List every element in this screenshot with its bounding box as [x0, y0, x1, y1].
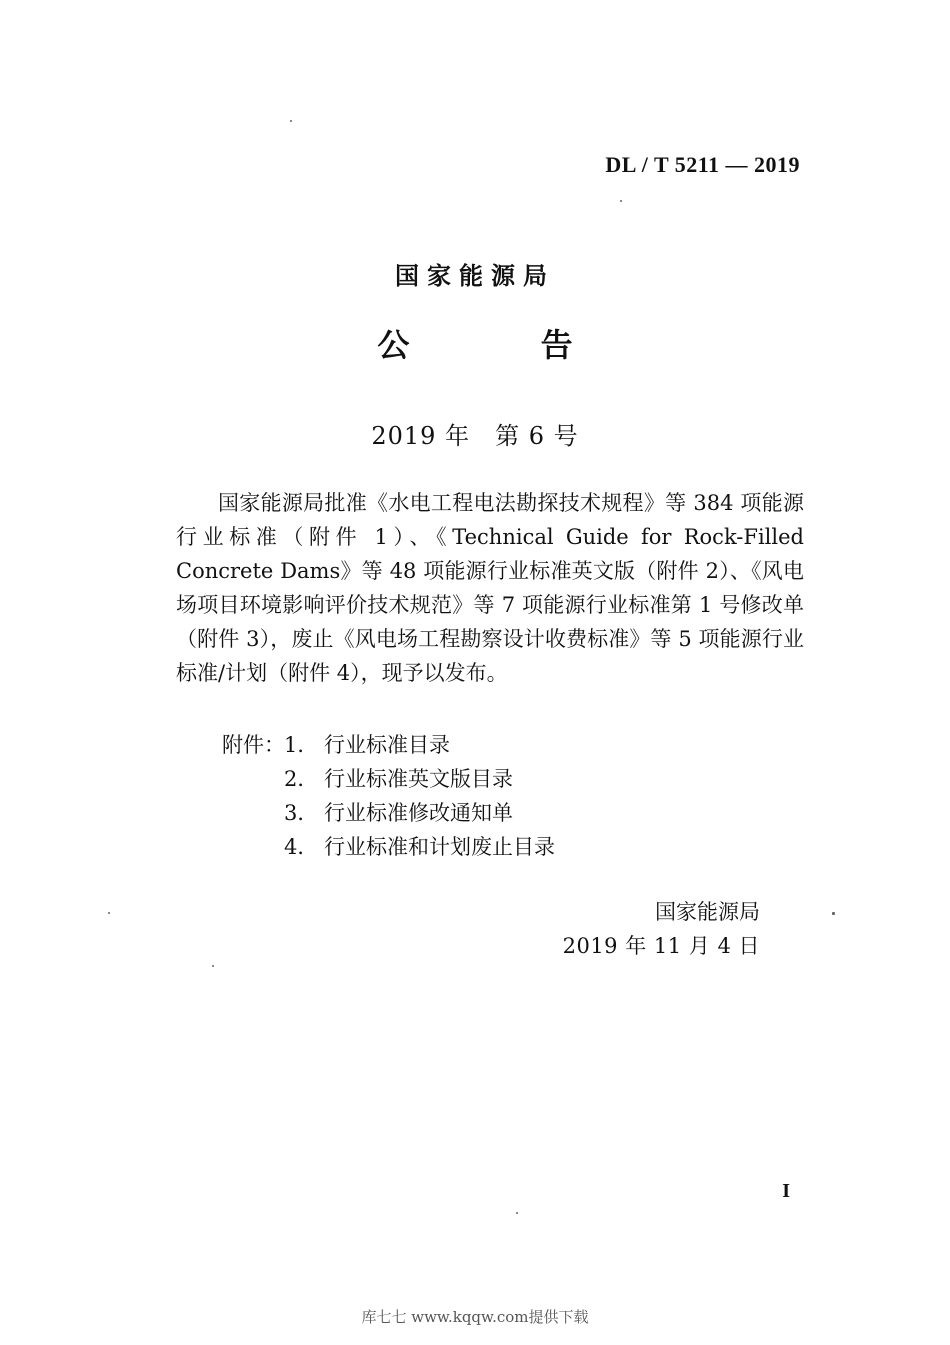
signature-date: 2019 年 11 月 4 日	[562, 934, 760, 958]
scan-speck	[832, 912, 835, 915]
attachment-title: 行业标准修改通知单	[324, 801, 513, 825]
attachment-number: 3．	[284, 801, 319, 825]
issuer-title: 国家能源局	[395, 262, 555, 290]
attachment-title: 行业标准目录	[324, 733, 450, 757]
signer: 国家能源局	[655, 900, 760, 924]
download-watermark: 库七七 www.kqqw.com提供下载	[361, 1308, 589, 1326]
scan-speck	[620, 200, 622, 202]
announcement-body	[176, 486, 804, 690]
attachment-title: 行业标准英文版目录	[324, 767, 513, 791]
scan-speck	[108, 912, 110, 914]
scan-speck	[290, 120, 292, 122]
issue-number: 2019 年 第 6 号	[371, 422, 579, 450]
attachment-title: 行业标准和计划废止目录	[324, 835, 555, 859]
attachment-item	[222, 762, 555, 796]
page-number: I	[782, 1180, 790, 1202]
attachment-number: 1．	[284, 733, 319, 757]
attachment-item	[222, 830, 555, 864]
body-paragraph: 国家能源局批准《水电工程电法勘探技术规程》等 384 项能源行业标准（附件 1）、《Technical Guide for Rock-Filled Concrete Dams》等 48 项能源行业标准英文版（附件 2）、《风电场项目环境影响评价技术规范》等 7 项能源行业标准第 1 号修改单（附件 3），废止《风电场工程勘察设计收费标准》等 5 项能源行业标准/计划（附件 4），现予以发布。	[176, 491, 804, 685]
attachment-item	[222, 796, 555, 830]
attachment-item	[222, 728, 555, 762]
standard-number: DL / T 5211 — 2019	[605, 152, 800, 177]
attachment-label: 附件：	[222, 733, 285, 757]
attachment-number: 4．	[284, 835, 319, 859]
document-type-title: 公 告	[377, 326, 633, 364]
scan-speck	[212, 965, 214, 967]
attachment-list	[222, 728, 555, 864]
scan-speck	[516, 1212, 518, 1214]
attachment-number: 2．	[284, 767, 319, 791]
